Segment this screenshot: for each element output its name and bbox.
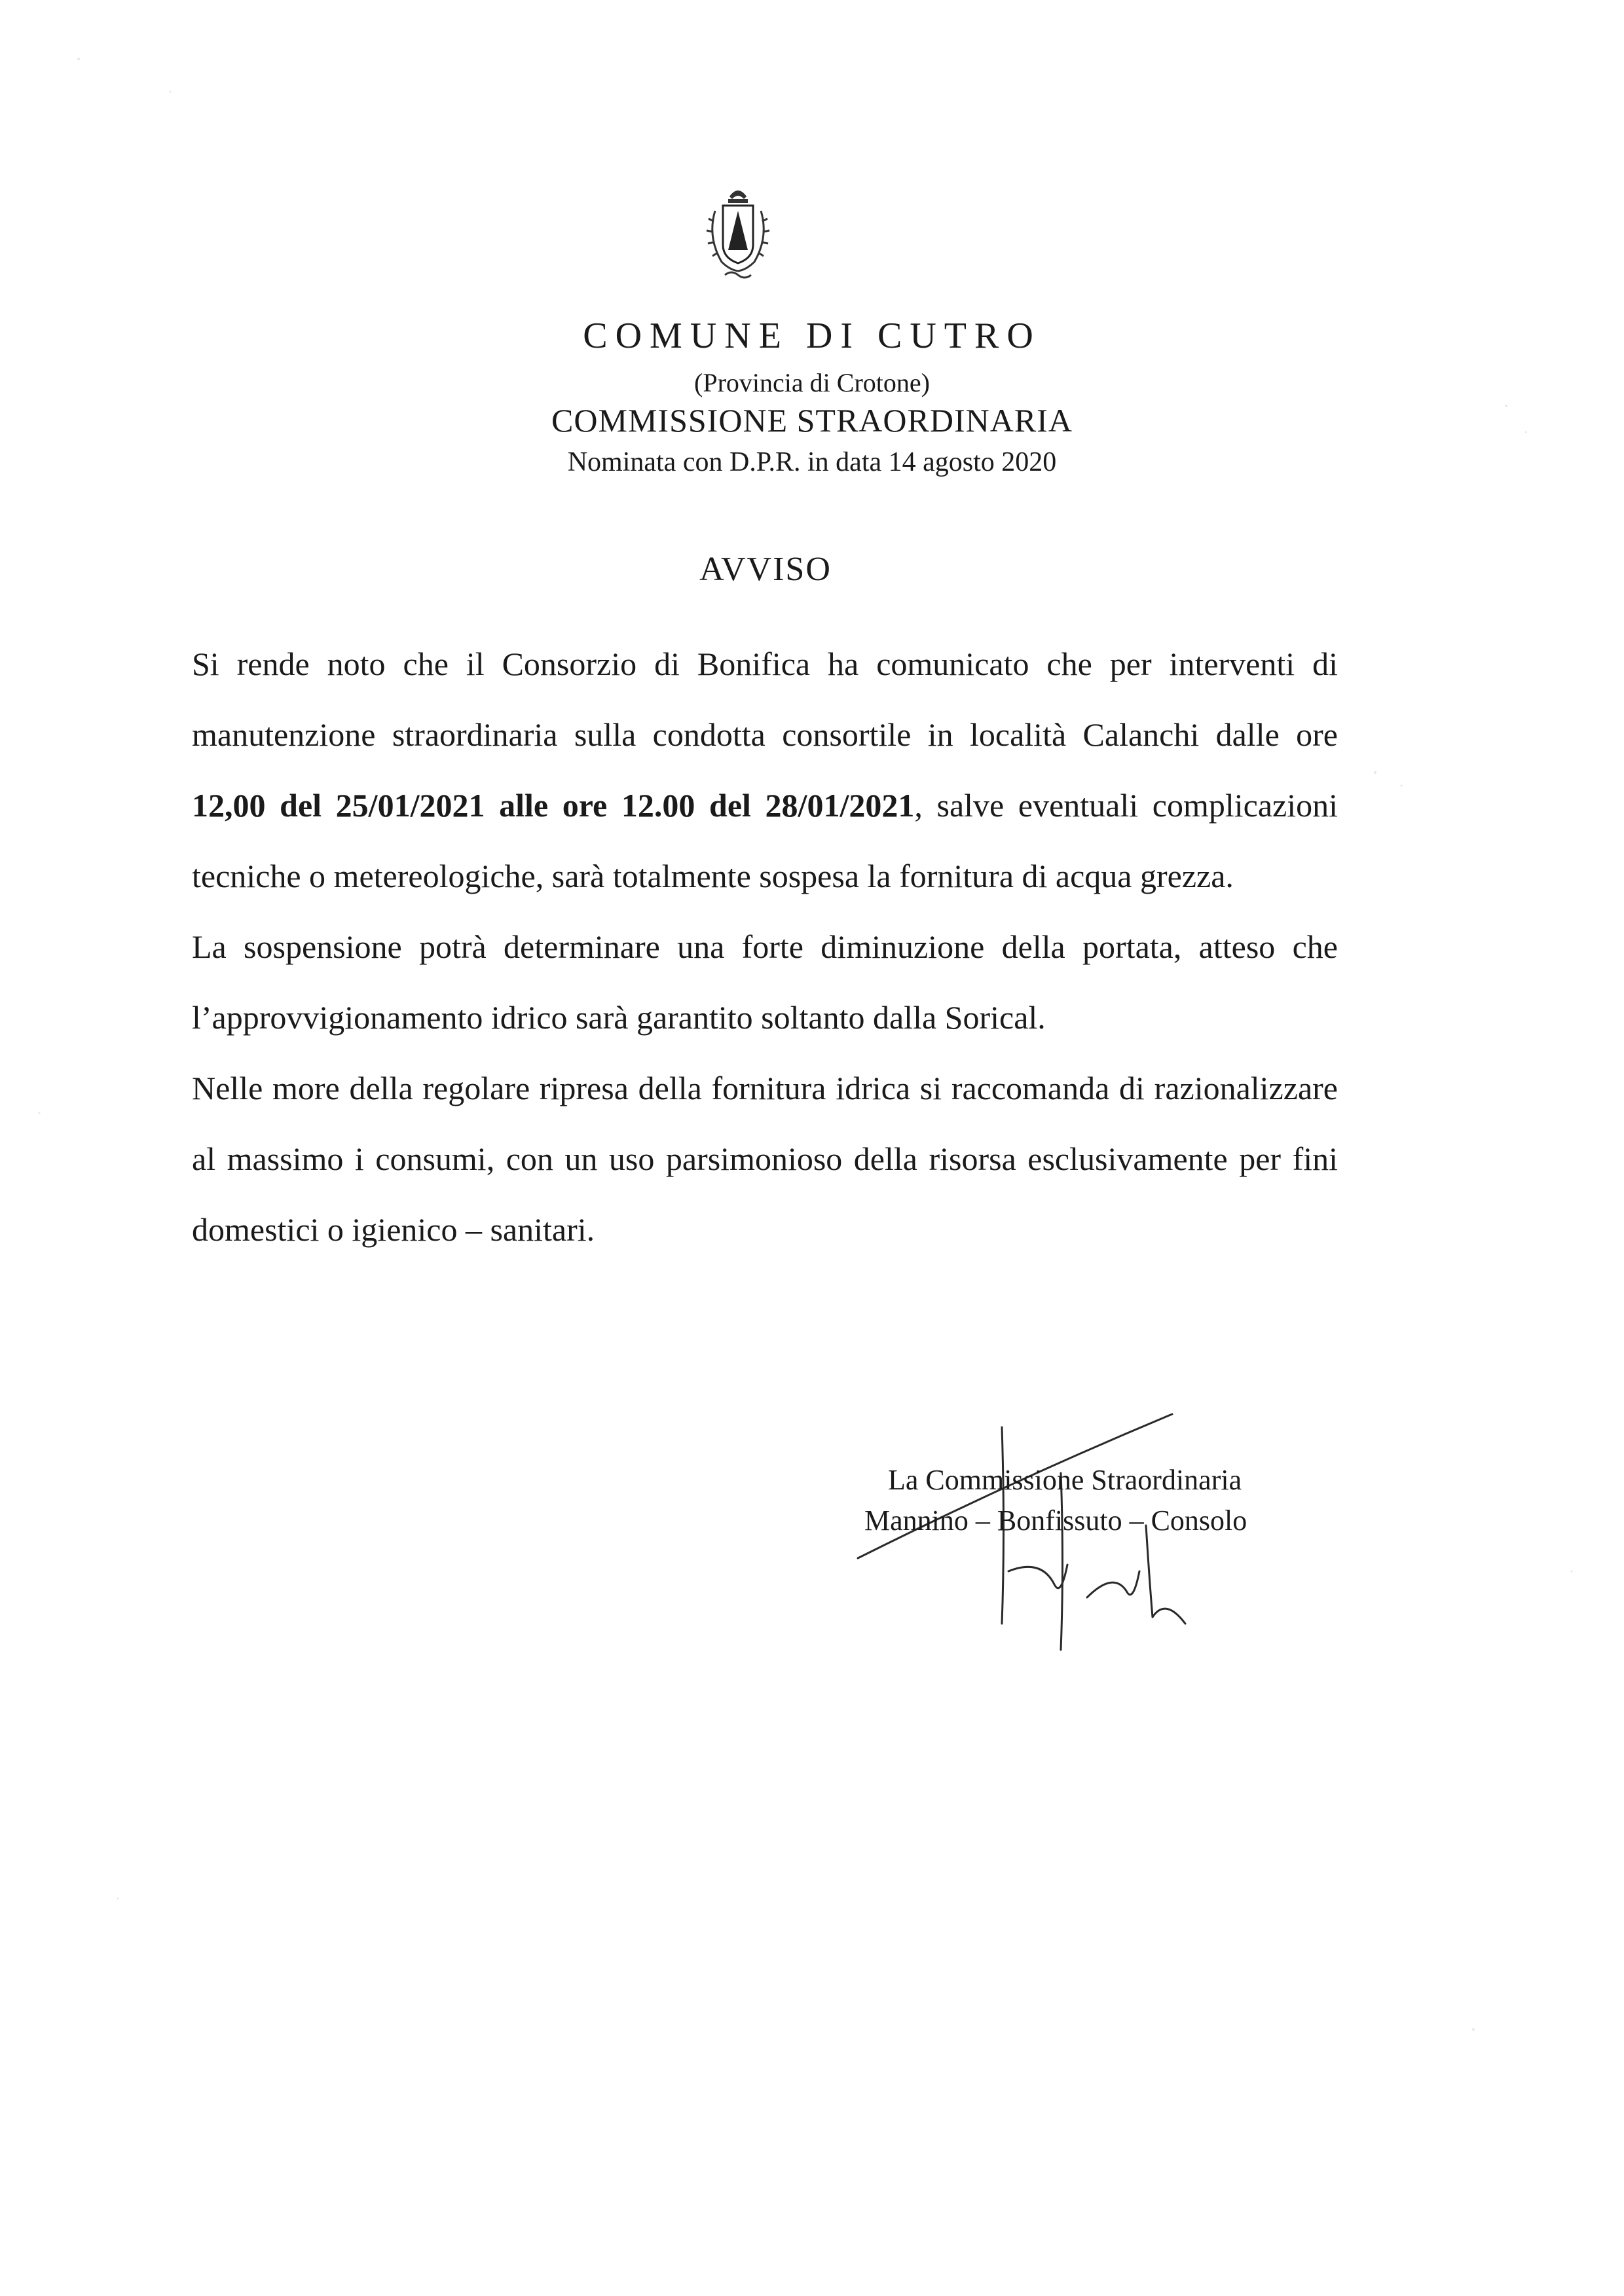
signature-block — [864, 1460, 1247, 1541]
commission-title: COMMISSIONE STRAORDINARIA — [551, 402, 1073, 439]
notice-body — [192, 629, 1338, 1265]
municipality-name: COMUNE DI CUTRO — [583, 316, 1041, 356]
province-name: (Provincia di Crotone) — [694, 368, 930, 397]
appointment-line: Nominata con D.P.R. in data 14 agosto 2020 — [567, 447, 1057, 477]
notice-paragraph-2: La sospensione potrà determinare una forte diminuzione della portata, atteso che l’approvvigionamento idrico sarà garantito soltanto dalla Sorical. — [192, 928, 1338, 1036]
notice-title: AVVISO — [699, 551, 832, 588]
signature-line-commission: La Commissione Straordinaria — [888, 1464, 1242, 1496]
paragraph-1-bold-dates: 12,00 del 25/01/2021 alle ore 12.00 del 28/01/2021 — [192, 787, 915, 824]
paragraph-1-text-a: Si rende noto che il Consorzio di Bonifica ha comunicato che per interventi di manutenzione straordinaria sulla condotta consortile in località Calanchi dalle ore — [192, 646, 1338, 753]
municipal-coat-of-arms-icon — [695, 185, 781, 289]
signature-line-names: Mannino – Bonfissuto – Consolo — [864, 1504, 1247, 1537]
paragraph-1-text-b: , salve eventuali complicazioni tecniche o metereologiche, sarà totalmente sospesa la fornitura di acqua grezza. — [192, 787, 1338, 894]
notice-paragraph-1 — [192, 629, 1338, 911]
notice-paragraph-3: Nelle more della regolare ripresa della fornitura idrica si raccomanda di razionalizzare al massimo i consumi, con un uso parsimonioso della risorsa esclusivamente per fini domestici o igienico – sanitari. — [192, 1070, 1338, 1248]
